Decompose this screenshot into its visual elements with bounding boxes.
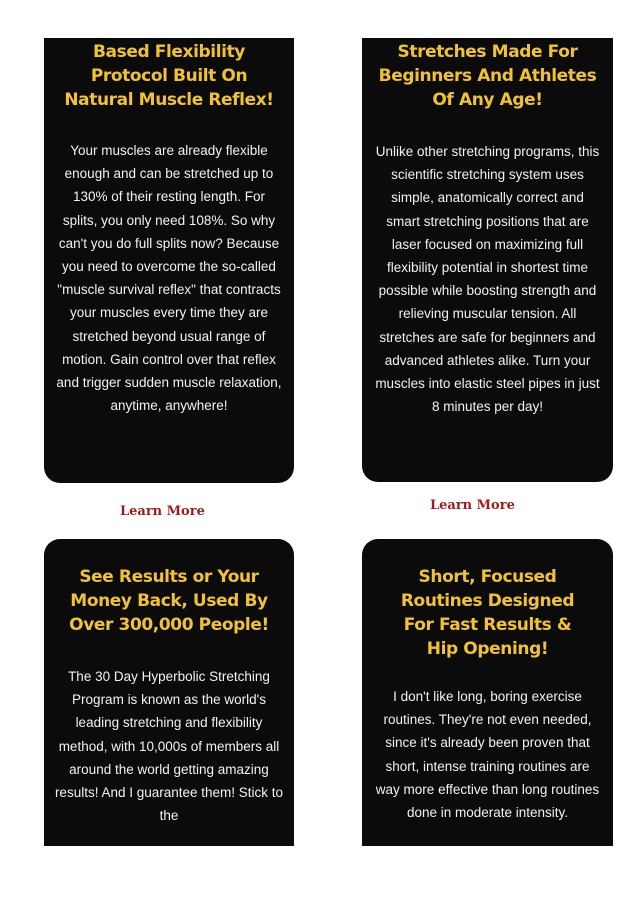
- card-body: Unlike other stretching programs, this scientific stretching system uses simple, anatomically correct and smart stretching positions that are laser focused on maximizing full flexibility potential in shortest time possible while boosting strength and relieving muscular tension. All stretches are safe for beginners and advanced athletes alike. Turn your muscles into elastic steel pipes in just 8 minutes per day!: [375, 144, 600, 415]
- learn-more-link[interactable]: Learn More: [120, 504, 205, 519]
- feature-card-beginners-athletes: [362, 38, 613, 482]
- card-title: See Results or Your Money Back, Used By Over 300,000 People!: [69, 567, 269, 635]
- card-title: Short, Focused Routines Designed For Fast Results & Hip Opening!: [400, 567, 575, 659]
- feature-card-results-guarantee: [44, 539, 294, 846]
- card-title: Stretches Made For Beginners And Athletes Of Any Age!: [378, 42, 597, 110]
- card-title: Based Flexibility Protocol Built On Natural Muscle Reflex!: [64, 42, 274, 110]
- card-body: Your muscles are already flexible enough and can be stretched up to 130% of their resting length. For splits, you only need 108%. So why can't you do full splits now? Because you need to overcome the so-called "muscle survival reflex" that contracts your muscles every time they are stretched beyond usual range of motion. Gain control over that reflex and trigger sudden muscle relaxation, anytime, anywhere!: [56, 143, 282, 414]
- feature-card-short-routines: [362, 539, 613, 846]
- learn-more-link[interactable]: Learn More: [430, 498, 515, 513]
- card-body: I don't like long, boring exercise routines. They're not even needed, since it's already been proven that short, intense training routines are way more effective than long routines done in moderate intensity.: [375, 689, 600, 821]
- card-body: The 30 Day Hyperbolic Stretching Program is known as the world's leading stretching and flexibility method, with 10,000s of members all around the world getting amazing results! And I guarantee them! Stick to the: [54, 669, 284, 824]
- feature-card-flexibility-protocol: [44, 38, 294, 483]
